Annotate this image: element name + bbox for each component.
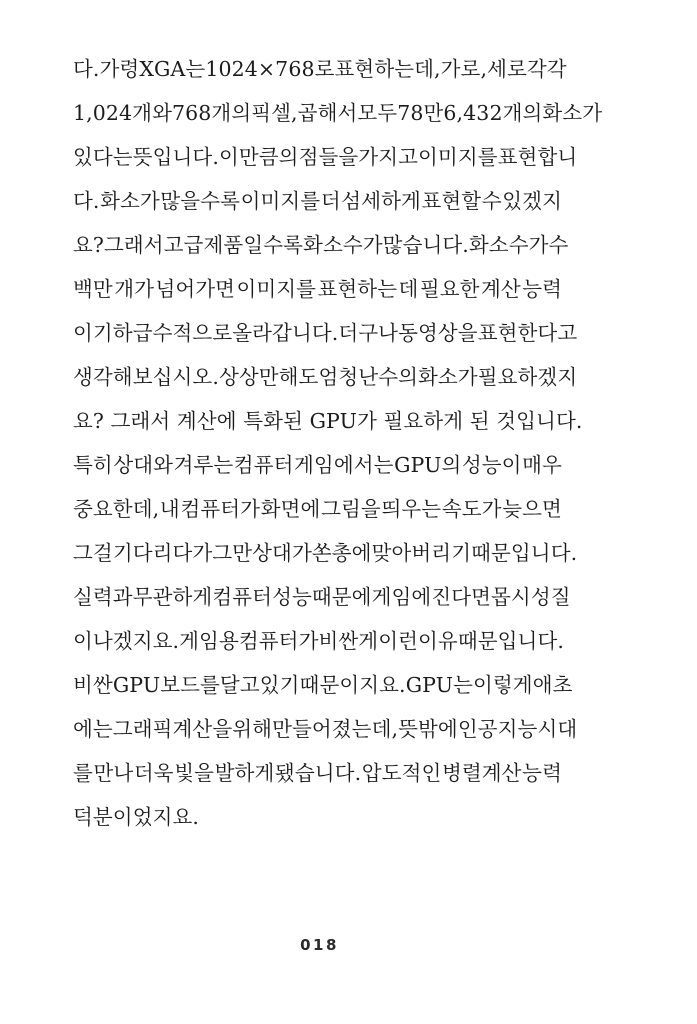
text-line (73, 91, 603, 135)
text-run: 수가 (342, 233, 383, 257)
text-run: 화소가 (542, 101, 603, 125)
text-run: 그림을 (321, 497, 381, 521)
text-run: 를 (73, 761, 93, 785)
text-run: 컴퓨터 (233, 453, 294, 477)
text-run: 게 (358, 629, 379, 653)
text-run: 성능이 (461, 453, 522, 477)
text-run: 달고 (219, 673, 260, 697)
text-line (73, 311, 578, 355)
text-run: 세로 (487, 57, 527, 81)
text-run: 상대가 (252, 541, 312, 565)
text-run: 더구나 (338, 321, 399, 345)
text-run: 기다리다가 (112, 541, 213, 565)
text-run: 겨루는 (173, 453, 234, 477)
text-run: 특히 (73, 453, 113, 477)
text-run: 계산을 (172, 717, 233, 741)
text-run: 이만큼의 (218, 145, 299, 169)
text-line (73, 663, 573, 707)
text-run: 몹시 (491, 585, 531, 609)
text-run: 능력 (522, 761, 562, 785)
text-run: 성질 (530, 585, 571, 609)
text-run: 늦으면 (502, 497, 562, 521)
text-run: 이미지를 (236, 277, 317, 301)
text-run: 화소가 (100, 189, 160, 213)
text-run: 기하급수적으로 (92, 321, 233, 345)
text-run: 속도가 (441, 497, 502, 521)
text-line (73, 135, 578, 179)
text-run: 요? (73, 233, 104, 257)
text-run: 화소 (303, 233, 343, 257)
text-run: GPU (112, 673, 161, 697)
text-line (73, 619, 562, 663)
text-run: 수의 (378, 365, 418, 389)
text-run: 그만 (212, 541, 253, 565)
text-line (73, 179, 562, 223)
text-run: 비싼 (318, 629, 359, 653)
text-run: 내 (159, 497, 180, 521)
text-run: 이런 (378, 629, 419, 653)
text-run: 그래픽 (112, 717, 173, 741)
text-run: 성능 (272, 585, 312, 609)
text-run: 많습니다. (382, 233, 469, 257)
text-run: 1,024개와 (73, 101, 172, 125)
text-run: 이렇게 (472, 673, 533, 697)
text-run: 데 (398, 277, 419, 301)
text-run: 에는 (73, 717, 113, 741)
text-line (73, 751, 562, 795)
text-run: 그걸 (73, 541, 113, 565)
text-run: 수 (481, 189, 502, 213)
text-run: 비싼 (73, 673, 113, 697)
text-run: 섬세하게 (341, 189, 421, 213)
text-run: 표현한다고 (477, 321, 578, 345)
text-line (73, 47, 567, 91)
text-run: GPU의 (394, 453, 462, 477)
text-run: 있겠지 (502, 189, 562, 213)
text-run: XGA는 (139, 57, 206, 81)
text-run: 중요한데, (73, 497, 160, 521)
text-run: 6,432개의 (443, 101, 543, 125)
text-line (73, 707, 578, 751)
text-line: 요? 그래서 계산에 특화된 GPU가 필요하게 된 것입니다. (73, 409, 583, 433)
text-run: 게임용 (179, 629, 239, 653)
text-run: 때문이지요. (299, 673, 406, 697)
text-run: 병렬계산 (441, 761, 522, 785)
text-run: 나겠지요. (92, 629, 180, 653)
text-run: 게임에 (371, 585, 432, 609)
paragraph-2 (73, 443, 578, 839)
text-run: 픽셀, (251, 101, 298, 125)
text-run: 됐습니다. (274, 761, 362, 785)
text-run: 상상만 (218, 365, 279, 389)
text-run: 다. (73, 189, 100, 213)
text-run: 인공지능 (457, 717, 538, 741)
text-run: 1024×768로 (205, 57, 335, 81)
text-run: 압도적인 (361, 761, 442, 785)
text-run: 능력 (522, 277, 562, 301)
page-text-block (73, 47, 603, 839)
text-run: 띄우는 (381, 497, 442, 521)
text-run: 쏜 (311, 541, 332, 565)
text-run: 때문에 (311, 585, 372, 609)
text-run: 고급 (163, 233, 204, 257)
text-run: 화면에 (260, 497, 321, 521)
text-run: 발하게 (214, 761, 275, 785)
text-run: 있기 (259, 673, 300, 697)
text-run: 계산 (480, 277, 521, 301)
text-run: 가지고 (358, 145, 419, 169)
text-run: 빛을 (174, 761, 215, 785)
text-run: 모두 (357, 101, 398, 125)
text-run: 위해 (232, 717, 273, 741)
text-run: 표현합니 (497, 145, 578, 169)
text-run: 768개의 (172, 101, 252, 125)
text-line (73, 575, 571, 619)
text-line: 덕분이었지요. (73, 805, 200, 829)
text-run: 제품일수록 (203, 233, 304, 257)
text-run: 때문입니다. (471, 541, 578, 565)
text-line (73, 487, 562, 531)
text-run: 실력과 (73, 585, 133, 609)
text-run: 수가 (508, 233, 549, 257)
text-run: 이미지를 (418, 145, 498, 169)
text-run: 표현하는데, (334, 57, 441, 81)
text-run: 화소 (468, 233, 509, 257)
text-run: 생각해보십시오. (73, 365, 219, 389)
text-run: 이미지를 (240, 189, 321, 213)
text-run: 보드를 (160, 673, 220, 697)
text-run: 수 (548, 233, 569, 257)
text-run: 있다는 (73, 145, 133, 169)
text-run: 엄청난 (318, 365, 379, 389)
text-run: 가로, (440, 57, 488, 81)
text-run: 진다면 (431, 585, 492, 609)
text-run: 각각 (526, 57, 567, 81)
page-number: 018 (300, 936, 339, 954)
text-run: 표현할 (421, 189, 482, 213)
text-run: 만들어졌는데, (272, 717, 399, 741)
text-run: GPU는 (405, 673, 473, 697)
text-run: 때문입니다. (457, 629, 564, 653)
text-run: 개가 (114, 277, 155, 301)
text-run: 게임에서는 (294, 453, 394, 477)
text-run: 시대 (537, 717, 578, 741)
text-run: 더욱 (133, 761, 174, 785)
text-run: 동영상을 (398, 321, 478, 345)
text-run: 뜻입니다. (132, 145, 219, 169)
text-run: 백만 (73, 277, 113, 301)
text-run: 78만 (397, 101, 444, 125)
text-run: 올라갑니다. (232, 321, 339, 345)
text-run: 필요하겠지 (477, 365, 578, 389)
text-run: 총에 (331, 541, 372, 565)
text-line (73, 223, 569, 267)
paragraph-1 (73, 47, 603, 443)
text-run: 컴퓨터 (212, 585, 273, 609)
text-run: 무관하게 (132, 585, 213, 609)
text-run: 만나 (93, 761, 134, 785)
text-run: 컴퓨터가 (180, 497, 261, 521)
text-run: 표현하는 (317, 277, 398, 301)
text-run: 다. (73, 57, 100, 81)
text-run: 이 (73, 321, 93, 345)
text-run: 곱해서 (297, 101, 358, 125)
text-run: 그래서 (104, 233, 164, 257)
text-run: 상대와 (113, 453, 174, 477)
text-run: 많을수록 (160, 189, 241, 213)
text-run: 넘어가면 (155, 277, 236, 301)
text-line (73, 531, 578, 575)
text-run: 필요한 (419, 277, 480, 301)
text-run: 화소가 (418, 365, 478, 389)
text-run: 이유 (418, 629, 458, 653)
text-run: 매우 (522, 453, 562, 477)
text-run: 더 (320, 189, 341, 213)
text-run: 컴퓨터가 (238, 629, 319, 653)
text-line (73, 443, 562, 487)
text-line (73, 355, 578, 399)
text-run: 해도 (278, 365, 319, 389)
text-run: 맞아버리기 (371, 541, 472, 565)
text-run: 뜻밖에 (398, 717, 458, 741)
text-run: 이 (73, 629, 93, 653)
text-run: 가령 (99, 57, 140, 81)
text-run: 애초 (532, 673, 573, 697)
text-line (73, 267, 562, 311)
text-run: 점들을 (298, 145, 359, 169)
